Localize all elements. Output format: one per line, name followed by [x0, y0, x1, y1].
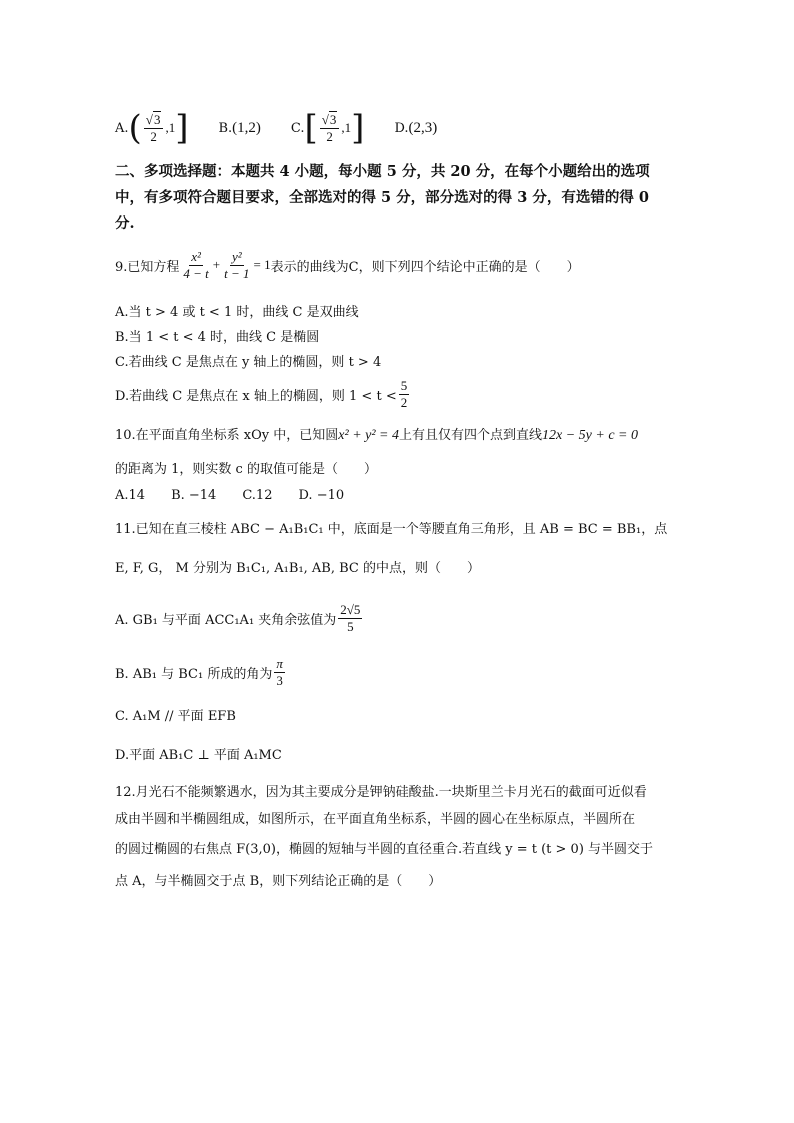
- q8-option-d: D.(2,3): [394, 119, 438, 136]
- q9-stem: 9.已知方程 $\frac{\text{x²}}{4 - t}$ + $\frac{\text{y²}}{t - 1}$ = 1 表示的曲线为C，则下列四个结论中正确的是（ ）: [115, 248, 580, 281]
- q10-options: A.14 B. −14 C.12 D. −10: [115, 488, 345, 503]
- q8-option-a: A. ( $\frac{√3}{2}$ ,1 ]: [115, 108, 189, 148]
- q8-option-c: C. [ $\frac{√3}{2}$ ,1 ]: [290, 108, 365, 148]
- q12-stem-line4: 点 A，与半椭圆交于点 B，则下列结论正确的是（ ）: [115, 874, 442, 889]
- q9-option-a: A.当 t > 4 或 t < 1 时，曲线 C 是双曲线: [115, 305, 359, 320]
- q11-stem-line1: 11.已知在直三棱柱 ABC − A₁B₁C₁ 中，底面是一个等腰直角三角形，且 AB = BC = BB₁，点: [115, 522, 668, 537]
- q8-a-fraction: $\frac{√3}{2}$: [144, 112, 164, 145]
- q8-c-fraction: $\frac{√3}{2}$: [320, 112, 340, 145]
- q11-option-a: A. GB₁ 与平面 ACC₁A₁ 夹角余弦值为 $\frac{2√5}{5}$: [115, 601, 361, 634]
- left-bracket-icon: [: [304, 108, 318, 148]
- q8-option-b: B.(1,2): [218, 119, 261, 136]
- q11-stem-line2: E, F, G， M 分别为 B₁C₁, A₁B₁, AB, BC 的中点，则（ ）: [115, 561, 481, 576]
- q9-d-fraction: $\frac{5}{2}$: [400, 377, 408, 410]
- q9-option-b: B.当 1 < t < 4 时，曲线 C 是椭圆: [115, 330, 320, 345]
- q12-stem-line2: 成由半圆和半椭圆组成，如图所示，在平面直角坐标系，半圆的圆心在坐标原点，半圆所在: [115, 812, 636, 827]
- q9-option-c: C.若曲线 C 是焦点在 y 轴上的椭圆，则 t > 4: [115, 355, 382, 370]
- q11-option-b: B. AB₁ 与 BC₁ 所成的角为 $\frac{\pi}{3}$: [115, 655, 283, 688]
- q8-options-row: [115, 108, 437, 148]
- q9-option-d: D.若曲线 C 是焦点在 x 轴上的椭圆，则 1 < t < $\frac{5}{2}$: [115, 377, 408, 410]
- q11-a-fraction: $\frac{2√5}{5}$: [340, 601, 361, 634]
- section2-line3: 分.: [115, 215, 135, 232]
- right-bracket-icon: ]: [175, 108, 189, 148]
- q12-stem-line1: 12.月光石不能频繁遇水，因为其主要成分是钾钠硅酸盐.一块斯里兰卡月光石的截面可近似看: [115, 785, 647, 800]
- q12-stem-line3: 的圆过椭圆的右焦点 F(3,0)，椭圆的短轴与半圆的直径重合.若直线 y = t (t > 0) 与半圆交于: [115, 842, 654, 857]
- q11-option-d: D.平面 AB₁C ⊥ 平面 A₁MC: [115, 748, 282, 763]
- right-bracket-icon: ]: [351, 108, 365, 148]
- section2-line2: 中，有多项符合题目要求，全部选对的得 5 分，部分选对的得 3 分，有选错的得 0: [115, 189, 650, 206]
- q11-b-fraction: $\frac{\pi}{3}$: [276, 655, 283, 688]
- q10-stem-line1: 10.在平面直角坐标系 xOy 中，已知圆x² + y² = 4上有且仅有四个点到直线12x − 5y + c = 0: [115, 428, 638, 443]
- left-paren-icon: (: [128, 108, 142, 148]
- section2-line1: 二、多项选择题：本题共 4 小题，每小题 5 分，共 20 分，在每个小题给出的选项: [115, 163, 650, 180]
- q9-fraction-y: $\frac{\text{y²}}{t - 1}$: [224, 248, 250, 281]
- q11-option-c: C. A₁M // 平面 EFB: [115, 709, 236, 724]
- q9-fraction-x: $\frac{\text{x²}}{4 - t}$: [183, 248, 209, 281]
- q10-stem-line2: 的距离为 1，则实数 c 的取值可能是（ ）: [115, 462, 377, 477]
